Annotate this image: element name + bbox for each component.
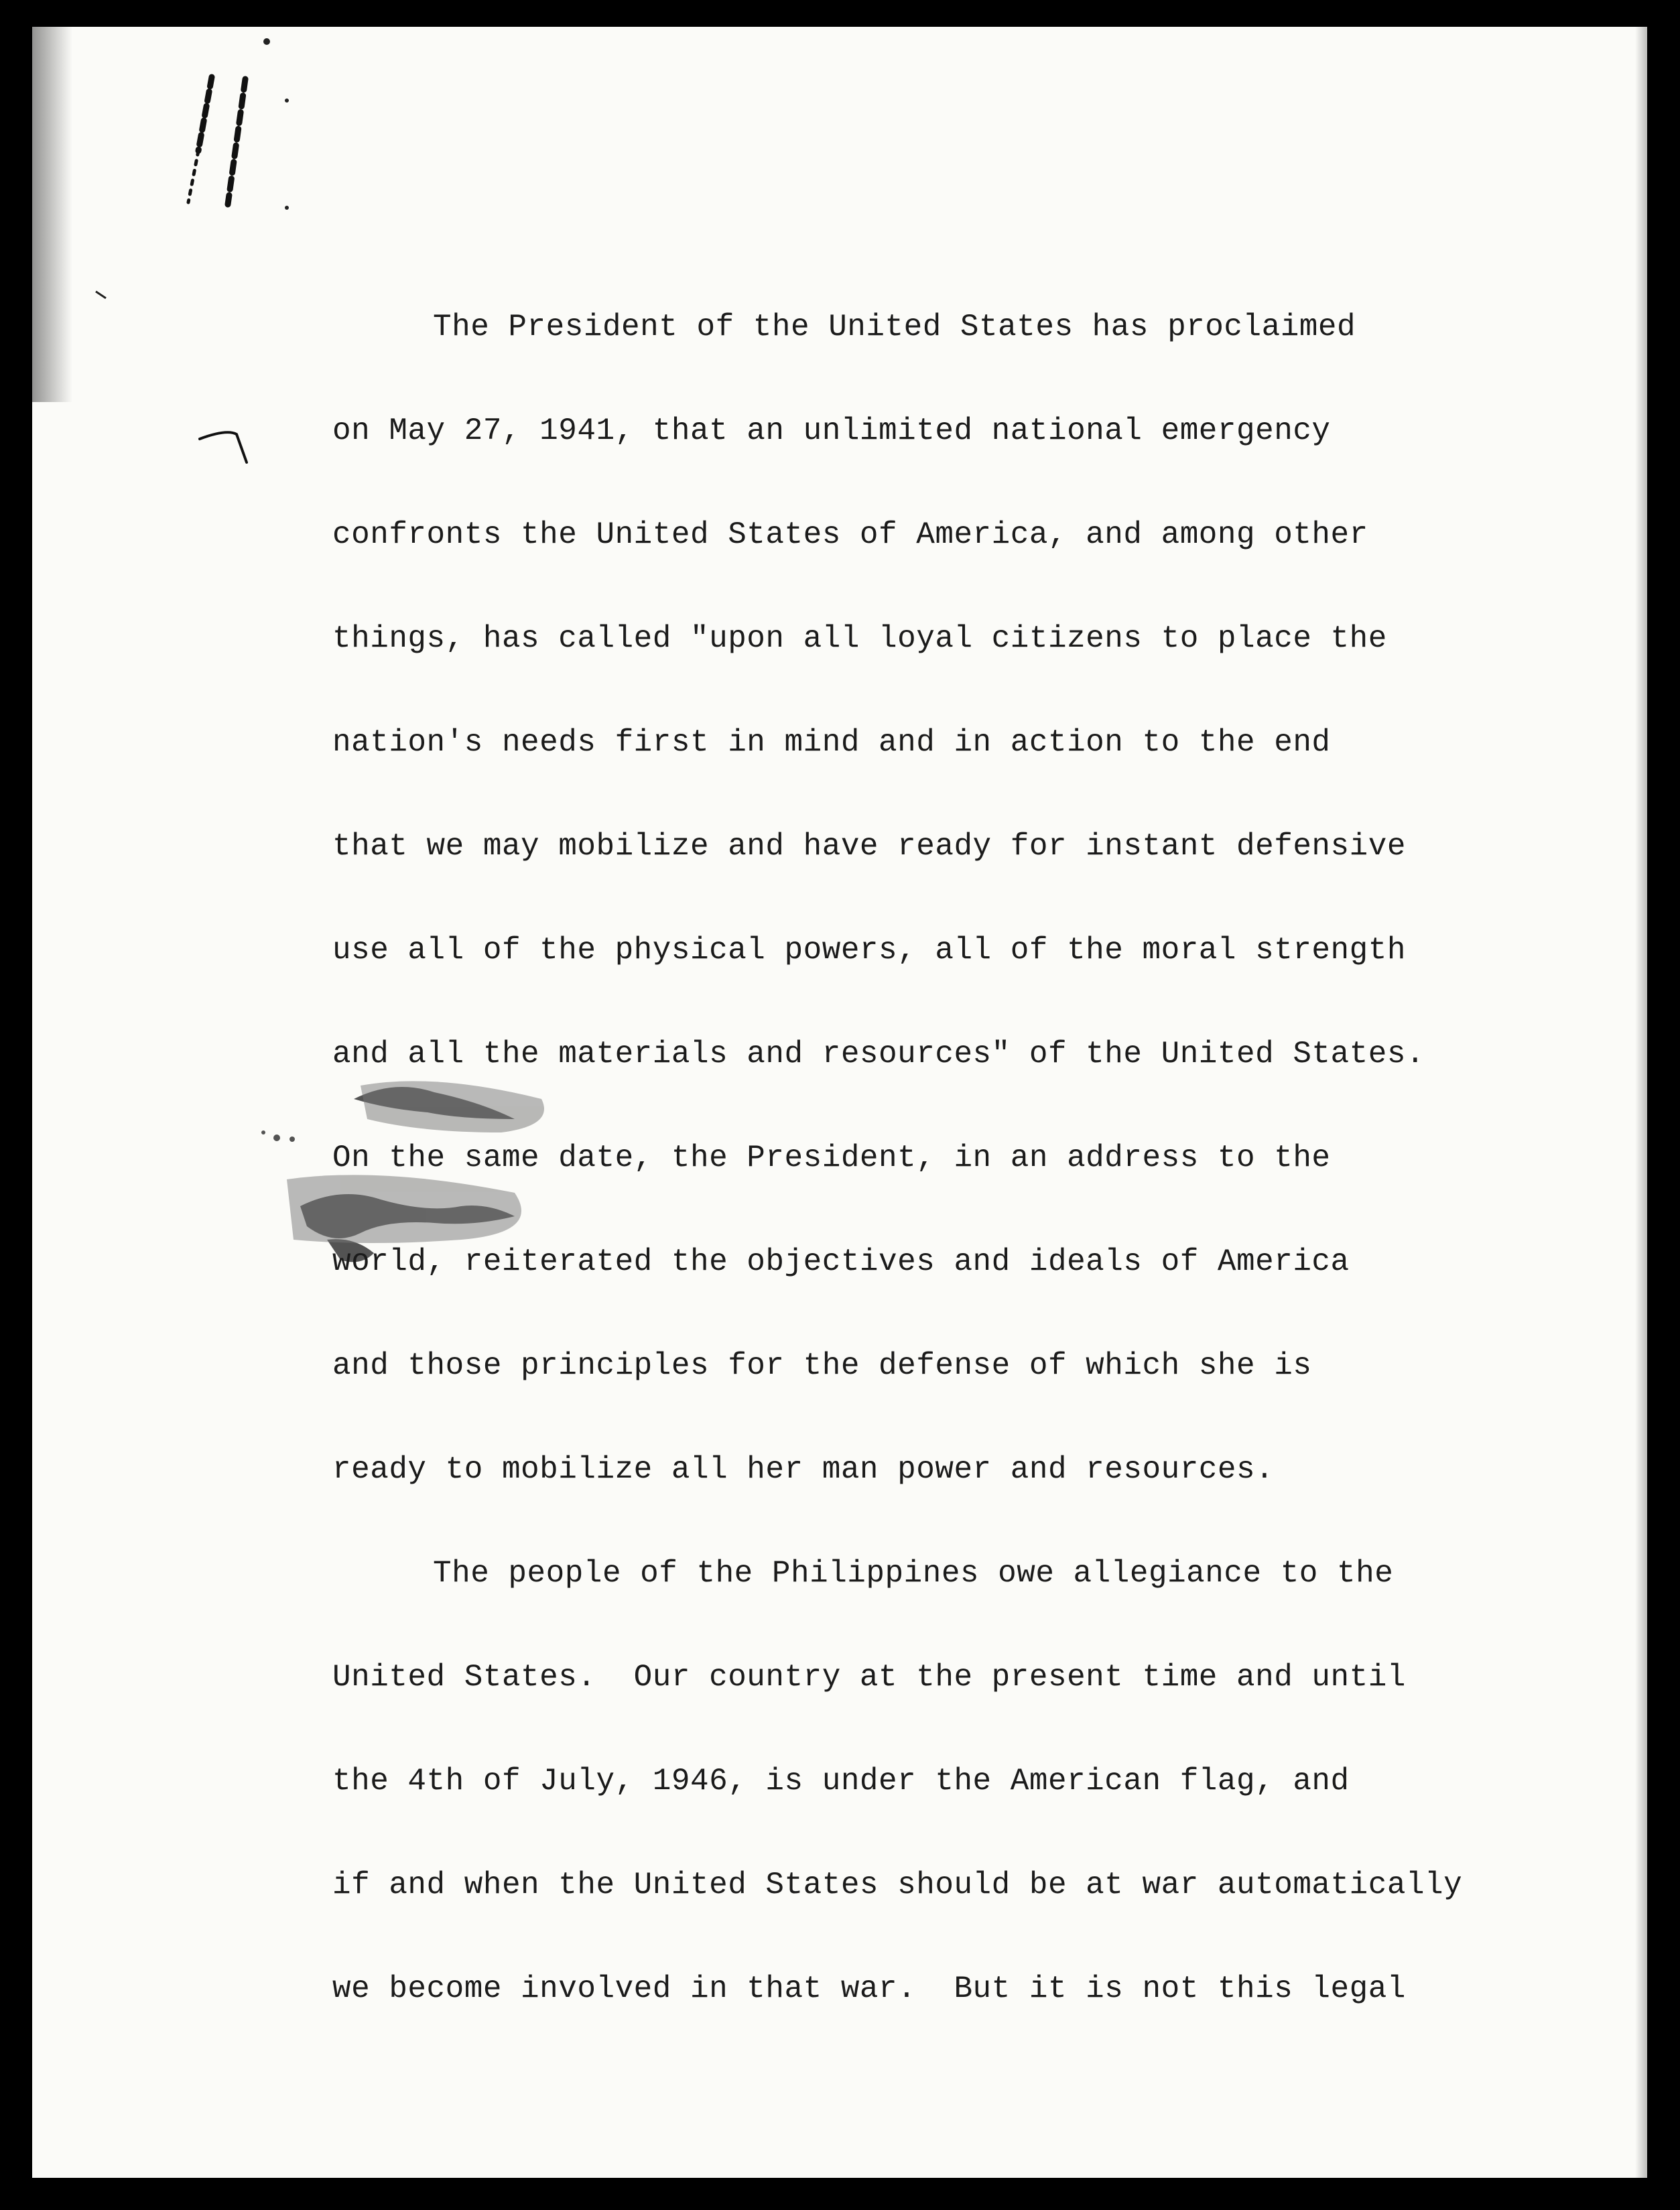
text-line: and all the materials and resources" of the United States. [332, 1037, 1425, 1071]
text-line: world, reiterated the objectives and ideals of America [332, 1244, 1350, 1279]
pen-strokes-mark [188, 77, 434, 204]
margin-check-mark [200, 432, 247, 462]
text-line: nation's needs first in mind and in action to the end [332, 725, 1331, 760]
text-line: the 4th of July, 1946, is under the American flag, and [332, 1764, 1350, 1799]
text-line: confronts the United States of America, and among other [332, 517, 1368, 552]
page-right-edge [1635, 27, 1647, 2178]
text-line: use all of the physical powers, all of the moral strength [332, 933, 1406, 968]
text-line: ready to mobilize all her man power and resources. [332, 1452, 1275, 1487]
text-line: and those principles for the defense of which she is [332, 1348, 1312, 1383]
stray-dots-mark [96, 38, 289, 563]
text-line: The President of the United States has proclaimed [433, 310, 1356, 344]
document-page [32, 27, 1647, 2178]
text-line: we become involved in that war. But it is not this legal [332, 1971, 1406, 2006]
text-line: that we may mobilize and have ready for instant defensive [332, 829, 1406, 864]
text-line: if and when the United States should be at war automatically [332, 1868, 1463, 1902]
text-line: things, has called "upon all loyal citizens to place the [332, 621, 1387, 656]
text-line: United States. Our country at the present time and until [332, 1660, 1406, 1695]
text-line: The people of the Philippines owe allegiance to the [433, 1556, 1394, 1591]
text-line: on May 27, 1941, that an unlimited national emergency [332, 413, 1331, 448]
handwritten-marks [32, 27, 434, 563]
text-line: On the same date, the President, in an address to the [332, 1141, 1331, 1175]
